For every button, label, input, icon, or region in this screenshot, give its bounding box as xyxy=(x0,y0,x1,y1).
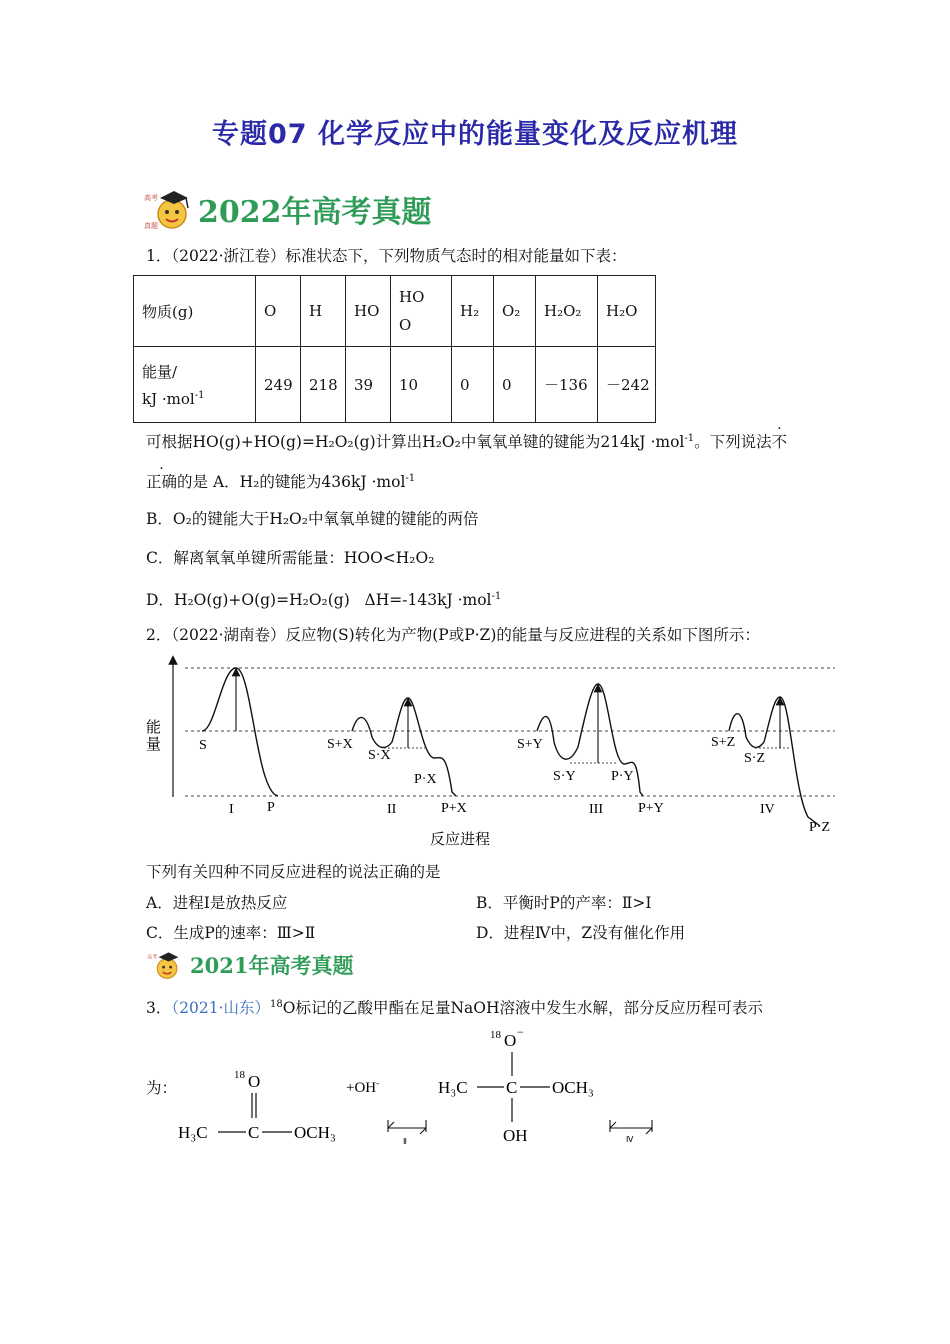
svg-text:Ⅱ: Ⅱ xyxy=(403,1137,407,1146)
table-value: 39 xyxy=(346,347,391,423)
label-P+X: P+X xyxy=(441,801,467,816)
q3-stem: 3．（2021·山东）$^{18}$O标记的乙酸甲酯在足量NaOH溶液中发生水解，部分反应历程可表示 xyxy=(146,999,763,1017)
svg-text:OCH₃: OCH₃ xyxy=(552,1078,594,1097)
page-title: 专题07 化学反应中的能量变化及反应机理 xyxy=(212,119,738,150)
svg-text:H₃C: H₃C xyxy=(178,1123,208,1142)
energy-diagram xyxy=(140,652,840,852)
table-species-H: H xyxy=(301,276,346,347)
label-S+X: S+X xyxy=(327,737,353,752)
table-species-HO: HO xyxy=(346,276,391,347)
label-P.Z: P·Z xyxy=(809,820,830,835)
methyl-acetate-structure xyxy=(178,1069,336,1142)
table-value: －242 xyxy=(598,347,656,423)
q3-line2: 为： xyxy=(146,1079,178,1097)
label-P.X: P·X xyxy=(414,772,437,787)
svg-text:H₃C: H₃C xyxy=(438,1078,468,1097)
energy-table xyxy=(133,275,656,423)
curve-II xyxy=(352,698,456,796)
q2-optD: D．进程Ⅳ中，Z没有催化作用 xyxy=(476,924,686,942)
q1-optC: C．解离氧氧单键所需能量：HOO<H₂O₂ xyxy=(146,549,435,567)
svg-text:OH: OH xyxy=(503,1126,528,1145)
svg-text:Ⅳ: Ⅳ xyxy=(626,1135,634,1144)
table-species-H2O2: H₂O₂ xyxy=(536,276,598,347)
q2-optC: C．生成P的速率：Ⅲ>Ⅱ xyxy=(146,924,316,942)
label-IV: IV xyxy=(760,802,775,817)
table-value: 0 xyxy=(494,347,536,423)
table-species-H2: H₂ xyxy=(452,276,494,347)
table-value: 10 xyxy=(391,347,452,423)
table-energy-label: 能量/ kJ ·mol$^{-1}$ xyxy=(134,347,256,423)
label-P+Y: P+Y xyxy=(638,801,664,816)
ylabel-1: 能 xyxy=(146,720,162,736)
svg-text:OCH₃: OCH₃ xyxy=(294,1123,336,1142)
q1-stem: 1．（2022·浙江卷）标准状态下，下列物质气态时的相对能量如下表： xyxy=(146,247,627,265)
section-header-2021 xyxy=(146,948,353,982)
label-III: III xyxy=(589,802,603,817)
mascot-icon xyxy=(146,948,184,982)
label-II: II xyxy=(387,802,397,817)
hydroxide-label: +OH- xyxy=(346,1078,380,1096)
section-header-2022 xyxy=(142,186,432,232)
table-value: 218 xyxy=(301,347,346,423)
mascot-icon xyxy=(142,186,196,232)
q2-optA: A．进程Ⅰ是放热反应 xyxy=(146,894,288,912)
tetrahedral-intermediate-structure xyxy=(438,1025,594,1145)
table-value: 0 xyxy=(452,347,494,423)
svg-text:O: O xyxy=(248,1072,261,1091)
svg-text:C: C xyxy=(506,1078,518,1097)
label-S.Y: S·Y xyxy=(553,769,576,784)
q1-optD: D．H₂O(g)+O(g)=H₂O₂(g) ΔH=-143kJ ·mol$^{-1}$ xyxy=(146,591,502,609)
section-title-2022: 2022年高考真题 xyxy=(198,195,432,230)
q3-mechanism xyxy=(170,1020,670,1150)
q2-stem: 2．（2022·湖南卷）反应物(S)转化为产物(P或P·Z)的能量与反应进程的关系如下图所示： xyxy=(146,626,760,644)
label-S: S xyxy=(199,738,207,753)
table-species-H2O: H₂O xyxy=(598,276,656,347)
section-title-2021: 2021年高考真题 xyxy=(190,953,354,978)
svg-text:18: 18 xyxy=(490,1029,501,1041)
q2-optB: B．平衡时P的产率：Ⅱ>Ⅰ xyxy=(476,894,652,912)
svg-text:C: C xyxy=(248,1123,260,1142)
xlabel: 反应进程 xyxy=(430,832,491,848)
svg-text:O: O xyxy=(504,1031,517,1050)
ylabel-2: 量 xyxy=(146,737,162,753)
reversible-arrow-1 xyxy=(388,1120,426,1146)
table-species-HOO: HO O xyxy=(391,276,452,347)
label-P: P xyxy=(267,800,275,815)
q1-optA: 正确的是 A．H₂的键能为436kJ ·mol$^{-1}$ xyxy=(146,473,416,491)
svg-text:高考: 高考 xyxy=(147,955,158,961)
table-species-O2: O₂ xyxy=(494,276,536,347)
q2-question: 下列有关四种不同反应进程的说法正确的是 xyxy=(146,863,441,881)
label-S+Z: S+Z xyxy=(711,735,736,750)
label-I: I xyxy=(229,802,234,817)
label-P.Y: P·Y xyxy=(611,769,634,784)
svg-text:真题: 真题 xyxy=(144,222,158,230)
q1-optB: B．O₂的键能大于H₂O₂中氧氧单键的键能的两倍 xyxy=(146,510,479,528)
label-S+Y: S+Y xyxy=(517,737,543,752)
table-value: －136 xyxy=(536,347,598,423)
reversible-arrow-2 xyxy=(610,1120,652,1144)
curve-I xyxy=(202,668,278,796)
table-value: 249 xyxy=(256,347,301,423)
svg-text:−: − xyxy=(517,1025,524,1039)
label-S.Z: S·Z xyxy=(744,751,765,766)
svg-text:18: 18 xyxy=(234,1069,245,1081)
table-header-label: 物质(g) xyxy=(134,276,256,347)
svg-text:高考: 高考 xyxy=(144,194,158,202)
label-S.X: S·X xyxy=(368,748,391,763)
q1-line2: 可根据HO(g)+HO(g)=H₂O₂(g)计算出H₂O₂中氧氧单键的键能为214kJ ·mol$^{-1}$。下列说法不 xyxy=(146,433,788,451)
table-species-O: O xyxy=(256,276,301,347)
